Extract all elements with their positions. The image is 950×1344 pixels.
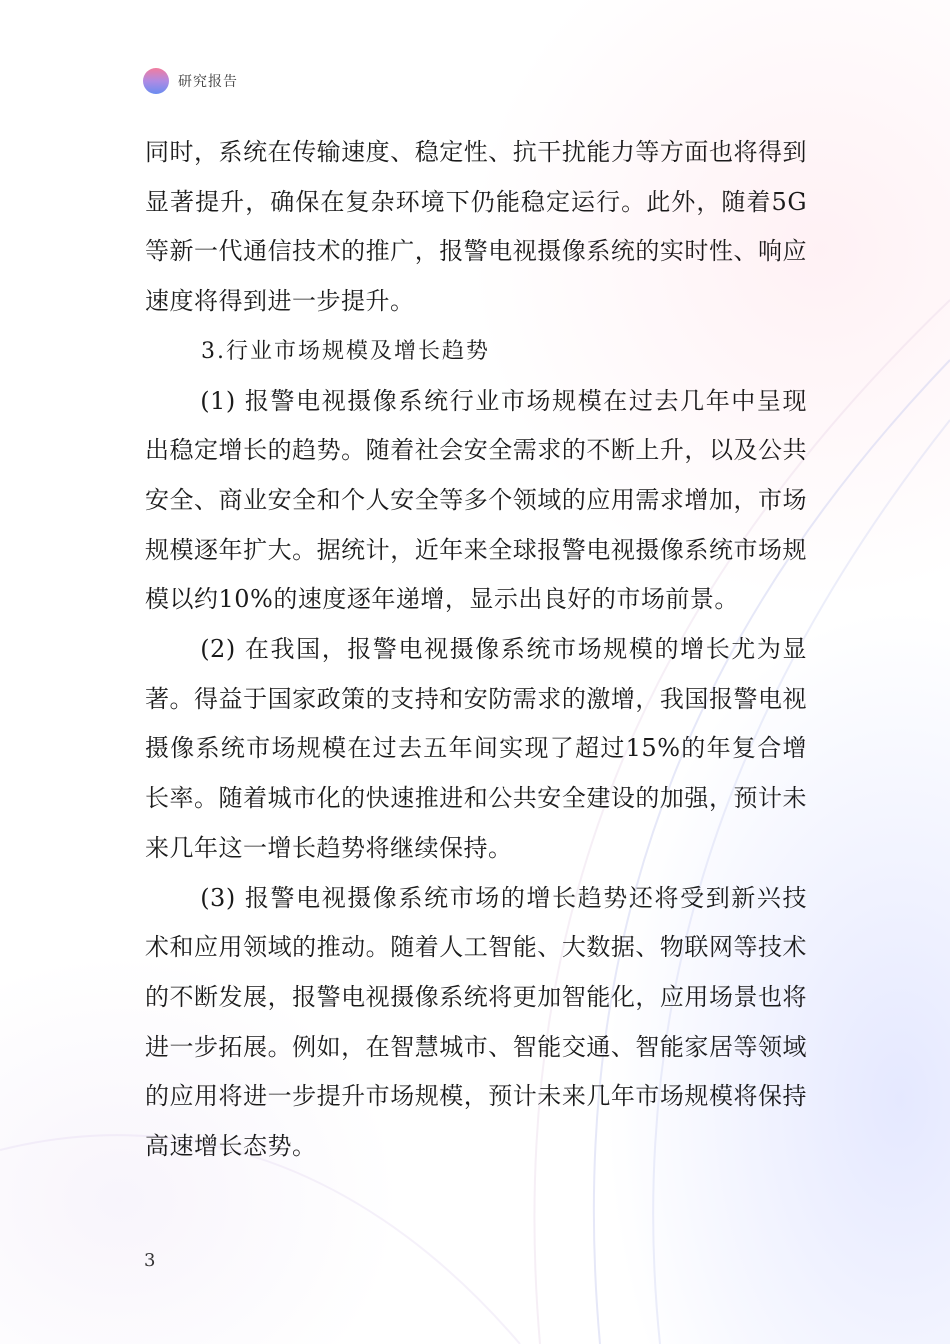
header-title: 研究报告 — [178, 74, 238, 90]
paragraph-continuation: 同时，系统在传输速度、稳定性、抗干扰能力等方面也将得到显著提升，确保在复杂环境下仍能稳定运行。此外，随着5G等新一代通信技术的推广，报警电视摄像系统的实时性、响应速度将得到进一步提升。 — [145, 138, 807, 316]
logo-circle-icon — [143, 68, 169, 94]
paragraph-2: (2) 在我国，报警电视摄像系统市场规模的增长尤为显著。得益于国家政策的支持和安防需求的激增，我国报警电视摄像系统市场规模在过去五年间实现了超过15%的年复合增长率。随着城市化的快速推进和公共安全建设的加强，预计未来几年这一增长趋势将继续保持。 — [145, 635, 807, 862]
paragraph-1: (1) 报警电视摄像系统行业市场规模在过去几年中呈现出稳定增长的趋势。随着社会安全需求的不断上升，以及公共安全、商业安全和个人安全等多个领域的应用需求增加，市场规模逐年扩大。据统计，近年来全球报警电视摄像系统市场规模以约10%的速度逐年递增，显示出良好的市场前景。 — [145, 386, 807, 614]
page-number: 3 — [144, 1250, 156, 1271]
paragraph-3: (3) 报警电视摄像系统市场的增长趋势还将受到新兴技术和应用领域的推动。随着人工智能、大数据、物联网等技术的不断发展，报警电视摄像系统将更加智能化，应用场景也将进一步拓展。例如，在智慧城市、智能交通、智能家居等领域的应用将进一步提升市场规模，预计未来几年市场规模将保持高速增长态势。 — [145, 883, 807, 1161]
document-body — [145, 128, 807, 1172]
report-header — [143, 66, 238, 96]
section-heading: 3.行业市场规模及增长趋势 — [201, 338, 490, 364]
